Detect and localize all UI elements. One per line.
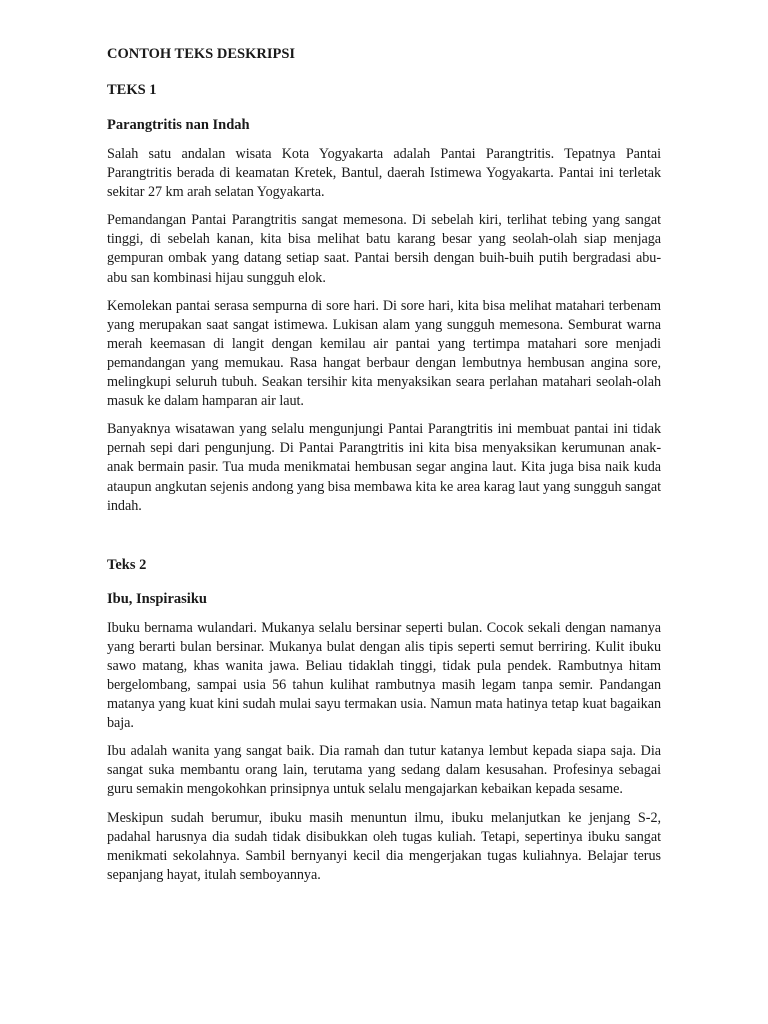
section-1-paragraph-2: Pemandangan Pantai Parangtritis sangat memesona. Di sebelah kiri, terlihat tebing yang sangat tinggi, di sebelah kanan, kita bisa melihat batu karang besar yang seolah-olah siap menjaga gempuran ombak yang datang setiap saat. Pantai bersih dengan buih-buih putih bergradasi abu-abu san kombinasi hijau sungguh elok. <box>107 212 661 286</box>
document-title: CONTOH TEKS DESKRIPSI <box>107 46 296 62</box>
section-2-label: Teks 2 <box>107 556 147 573</box>
section-1-label: TEKS 1 <box>107 82 157 98</box>
section-2-paragraph-2: Ibu adalah wanita yang sangat baik. Dia ramah dan tutur katanya lembut kepada siapa saja. Dia sangat suka membantu orang lain, terutama yang sedang dalam kesusahan. Profesinya sebagai guru semakin mengokohkan prinsipnya untuk selalu mengajarkan kebaikan kepada sesame. <box>107 743 661 798</box>
section-1-paragraph-3: Kemolekan pantai serasa sempurna di sore hari. Di sore hari, kita bisa melihat matahari terbenam yang merupakan saat sangat istimewa. Lukisan alam yang sungguh memesona. Semburat warna merah keemasan di langit dengan kemilau air pantai yang tertimpa matahari sore menjadi pemandangan yang memukau. Rasa hangat berbaur dengan lembutnya hembusan angina sore, melingkupi seluruh tubuh. Seakan tersihir kita menyaksikan seara perlahan matahari seolah-olah masuk ke dalam hamparan air laut. <box>107 297 661 410</box>
section-2-subtitle: Ibu, Inspirasiku <box>107 590 207 607</box>
section-1-subtitle: Parangtritis nan Indah <box>107 117 250 133</box>
section-1-paragraph-1: Salah satu andalan wisata Kota Yogyakarta adalah Pantai Parangtritis. Tepatnya Pantai Parangtritis berada di keamatan Kretek, Bantul, daerah Istimewa Yogyakarta. Pantai ini terletak sekitar 27 km arah selatan Yogyakarta. <box>107 146 661 201</box>
section-2-paragraph-3: Meskipun sudah berumur, ibuku masih menuntun ilmu, ibuku melanjutkan ke jenjang S-2, padahal harusnya dia sudah tidak disibukkan oleh tugas kuliah. Tetapi, sepertinya ibuku sangat menikmati sekolahnya. Sambil bernyanyi kecil dia mengerjakan tugas kuliahnya. Belajar terus sepanjang hayat, itulah semboyannya. <box>107 809 661 883</box>
section-2-paragraph-1: Ibuku bernama wulandari. Mukanya selalu bersinar seperti bulan. Cocok sekali dengan namanya yang berarti bulan bersinar. Mukanya bulat dengan alis tipis seperti semut berriring. Kulit ibuku sawo matang, khas wanita jawa. Beliau tidaklah tinggi, tidak pula pendek. Rambutnya hitam bergelombang, sampai usia 56 tahun kulihat rambutnya masih legam tanpa semir. Pandangan matanya yang kuat kini sudah mulai sayu termakan usia. Namun mata hatinya tetap kuat bagaikan baja. <box>107 619 661 732</box>
section-1-paragraph-4: Banyaknya wisatawan yang selalu mengunjungi Pantai Parangtritis ini membuat pantai ini tidak pernah sepi dari pengunjung. Di Pantai Parangtritis ini kita bisa menyaksikan kerumunan anak-anak bermain pasir. Tua muda menikmatai hembusan segar angina laut. Kita juga bisa naik kuda ataupun angkutan sejenis andong yang bisa membawa kita ke area karag laut yang sungguh sangat indah. <box>107 421 662 514</box>
